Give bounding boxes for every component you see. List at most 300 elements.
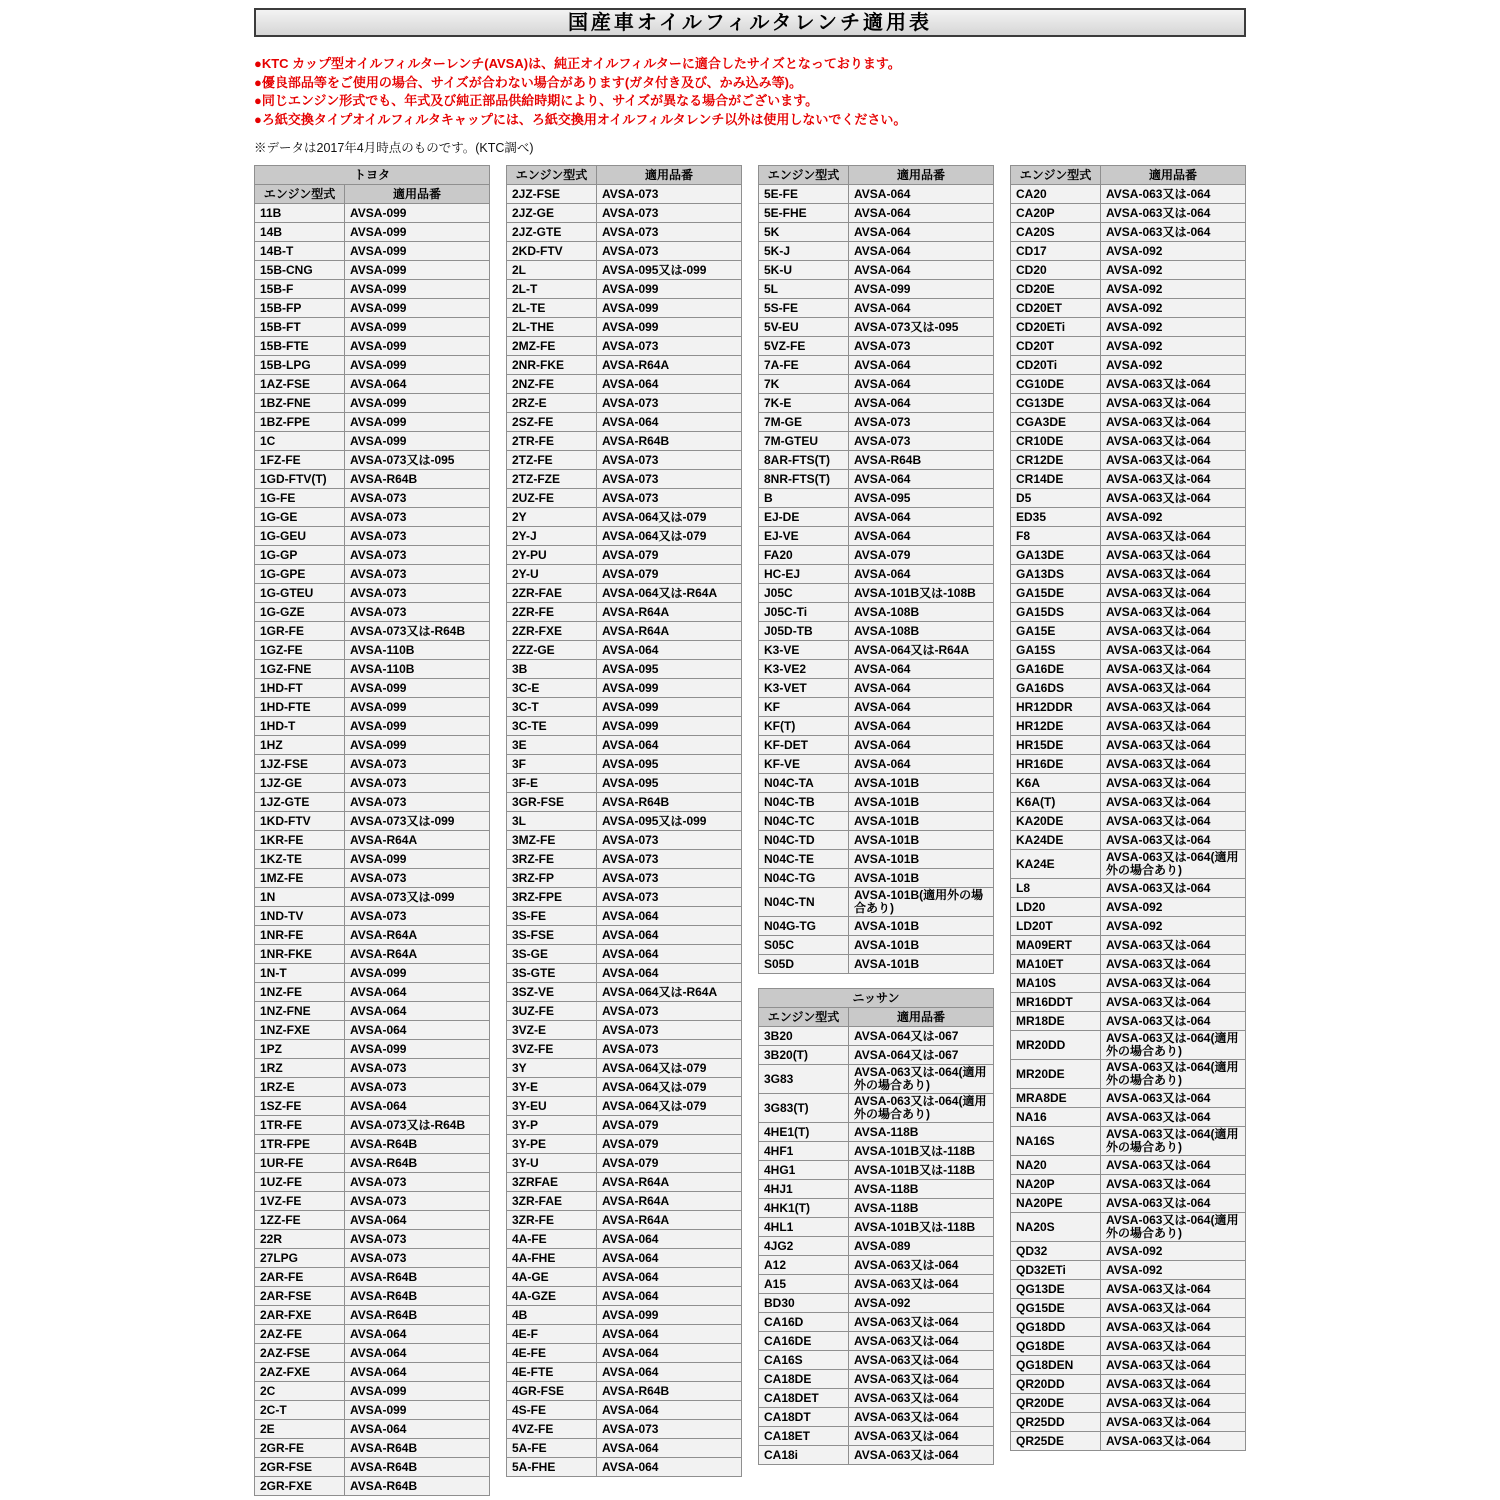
table-row [255,337,490,356]
part-number-cell: AVSA-099 [345,964,490,983]
part-number-cell: AVSA-R64B [345,1154,490,1173]
part-number-cell: AVSA-063又は-064 [1101,993,1246,1012]
engine-type-cell: 2ZZ-GE [507,641,597,660]
engine-type-cell: 1G-FE [255,489,345,508]
engine-type-cell: K3-VE2 [759,660,849,679]
part-number-cell: AVSA-099 [345,337,490,356]
part-number-cell: AVSA-064又は-067 [849,1027,994,1046]
engine-type-cell: 4VZ-FE [507,1420,597,1439]
part-number-cell: AVSA-101B又は-118B [849,1161,994,1180]
table-row [255,1344,490,1363]
engine-type-cell: 3Y-PE [507,1135,597,1154]
part-number-cell: AVSA-101B [849,774,994,793]
engine-type-cell: NA16 [1011,1108,1101,1127]
table-row [507,1078,742,1097]
engine-type-cell: 15B-FP [255,299,345,318]
part-number-cell: AVSA-063又は-064 [1101,1318,1246,1337]
engine-type-cell: 5K-U [759,261,849,280]
table-column-3 [758,165,994,1465]
part-number-cell: AVSA-073又は-095 [849,318,994,337]
engine-type-cell: CA20S [1011,223,1101,242]
engine-type-cell: CGA3DE [1011,413,1101,432]
engine-type-cell: 7M-GTEU [759,432,849,451]
table-row [255,565,490,584]
engine-type-cell: QR25DD [1011,1413,1101,1432]
table-row [507,1306,742,1325]
part-number-cell: AVSA-064 [345,1002,490,1021]
part-number-cell: AVSA-101B [849,850,994,869]
engine-type-cell: MR20DD [1011,1031,1101,1060]
part-number-cell: AVSA-073 [345,793,490,812]
engine-type-cell: 2L-T [507,280,597,299]
engine-type-cell: J05C [759,584,849,603]
engine-type-cell: 4E-F [507,1325,597,1344]
part-number-cell: AVSA-101B [849,869,994,888]
engine-type-cell: 1GZ-FE [255,641,345,660]
table-row [255,451,490,470]
part-number-cell: AVSA-R64B [345,1439,490,1458]
engine-type-cell: 1G-GEU [255,527,345,546]
part-number-cell: AVSA-073 [345,1059,490,1078]
engine-type-cell: QG18DEN [1011,1356,1101,1375]
engine-type-cell: 4S-FE [507,1401,597,1420]
table-column-1 [254,165,490,1496]
engine-type-cell: 3Y-U [507,1154,597,1173]
engine-type-cell: 1RZ-E [255,1078,345,1097]
part-number-cell: AVSA-092 [1101,318,1246,337]
part-number-cell: AVSA-092 [1101,917,1246,936]
part-number-cell: AVSA-099 [345,413,490,432]
table-row [255,793,490,812]
engine-type-cell: 1NR-FKE [255,945,345,964]
table-row [759,394,994,413]
table-row [1011,1394,1246,1413]
table-row [507,299,742,318]
table-row [507,508,742,527]
table-row [759,1389,994,1408]
part-number-cell: AVSA-R64A [597,356,742,375]
part-number-cell: AVSA-095又は-099 [597,261,742,280]
engine-type-cell: CD17 [1011,242,1101,261]
table-row [1011,1318,1246,1337]
engine-type-cell: GA15DS [1011,603,1101,622]
part-number-cell: AVSA-064 [849,660,994,679]
part-number-cell: AVSA-R64A [345,945,490,964]
table-row [255,1325,490,1344]
engine-type-cell: 2ZR-FE [507,603,597,622]
engine-type-cell: S05C [759,936,849,955]
table-row [507,1325,742,1344]
part-number-cell: AVSA-063又は-064 [849,1332,994,1351]
table-row [255,1439,490,1458]
part-number-cell: AVSA-101B [849,936,994,955]
engine-type-cell: 2JZ-GTE [507,223,597,242]
engine-type-cell: CA20P [1011,204,1101,223]
part-number-cell: AVSA-073 [345,1192,490,1211]
table-row [507,774,742,793]
part-number-cell: AVSA-R64B [849,451,994,470]
part-number-cell: AVSA-073 [345,755,490,774]
part-number-cell: AVSA-064 [597,1401,742,1420]
part-number-cell: AVSA-099 [345,299,490,318]
part-number-cell: AVSA-R64B [597,432,742,451]
table-row [759,527,994,546]
table-row [759,413,994,432]
engine-type-cell: 1G-GPE [255,565,345,584]
part-number-cell: AVSA-101B [849,793,994,812]
table-row [1011,299,1246,318]
part-number-cell: AVSA-064 [345,1420,490,1439]
table-row [759,869,994,888]
engine-type-cell: 2TR-FE [507,432,597,451]
table-row [507,1211,742,1230]
part-number-cell: AVSA-R64B [345,1306,490,1325]
engine-type-cell: K6A [1011,774,1101,793]
col-header-engine: エンジン型式 [507,166,597,185]
table-row [507,242,742,261]
engine-type-cell: 2AR-FE [255,1268,345,1287]
table-row [255,489,490,508]
part-number-cell: AVSA-101B [849,955,994,974]
part-number-cell: AVSA-064 [597,1268,742,1287]
engine-type-cell: 1JZ-GTE [255,793,345,812]
part-number-cell: AVSA-063又は-064 [1101,185,1246,204]
part-number-cell: AVSA-063又は-064 [1101,223,1246,242]
part-number-cell: AVSA-064 [597,1325,742,1344]
table-row [1011,1356,1246,1375]
engine-type-cell: K3-VET [759,679,849,698]
table-row [255,926,490,945]
engine-type-cell: CG13DE [1011,394,1101,413]
table-row [507,1230,742,1249]
table-row [255,394,490,413]
engine-type-cell: 5E-FHE [759,204,849,223]
part-number-cell: AVSA-064 [849,679,994,698]
engine-type-cell: GA16DS [1011,679,1101,698]
col-header-engine: エンジン型式 [759,166,849,185]
part-number-cell: AVSA-064 [849,470,994,489]
part-number-cell: AVSA-063又は-064 [849,1446,994,1465]
part-number-cell: AVSA-092 [1101,299,1246,318]
table-row [255,299,490,318]
part-number-cell: AVSA-064 [849,204,994,223]
part-number-cell: AVSA-063又は-064 [1101,489,1246,508]
engine-type-cell: 3B20 [759,1027,849,1046]
table-row [759,679,994,698]
table-row [255,1154,490,1173]
nissan-table-part2 [1010,165,1246,1451]
part-number-cell: AVSA-110B [345,641,490,660]
table-row [507,1040,742,1059]
part-number-cell: AVSA-073 [597,394,742,413]
page-title: 国産車オイルフィルタレンチ適用表 [254,8,1246,37]
part-number-cell: AVSA-R64A [597,1192,742,1211]
table-row [759,1094,994,1123]
table-row [1011,508,1246,527]
notices [254,55,1246,129]
part-number-cell: AVSA-064 [597,736,742,755]
engine-type-cell: 1UZ-FE [255,1173,345,1192]
table-row [759,1294,994,1313]
table-row [507,318,742,337]
engine-type-cell: 7K-E [759,394,849,413]
table-row [759,660,994,679]
engine-type-cell: HR12DE [1011,717,1101,736]
table-row [759,356,994,375]
table-row [759,1370,994,1389]
part-number-cell: AVSA-064 [597,926,742,945]
table-row [255,945,490,964]
engine-type-cell: 3G83(T) [759,1094,849,1123]
part-number-cell: AVSA-073又は-R64B [345,1116,490,1135]
part-number-cell: AVSA-064 [849,717,994,736]
engine-type-cell: EJ-DE [759,508,849,527]
table-row [507,1173,742,1192]
part-number-cell: AVSA-099 [345,1382,490,1401]
engine-type-cell: 5K [759,223,849,242]
table-row [255,755,490,774]
part-number-cell: AVSA-064又は-R64A [597,584,742,603]
part-number-cell: AVSA-073 [597,470,742,489]
table-row [255,1268,490,1287]
engine-type-cell: 2RZ-E [507,394,597,413]
table-row [507,831,742,850]
part-number-cell: AVSA-064又は-079 [597,1078,742,1097]
part-number-cell: AVSA-073 [849,337,994,356]
table-row [1011,1337,1246,1356]
table-row [255,1249,490,1268]
table-row [507,1268,742,1287]
engine-type-cell: NA20S [1011,1213,1101,1242]
part-number-cell: AVSA-073 [597,831,742,850]
data-note: ※データは2017年4月時点のものです。(KTC調べ) [254,141,534,155]
engine-type-cell: 2Y [507,508,597,527]
part-number-cell: AVSA-101B又は-118B [849,1142,994,1161]
table-row [1011,584,1246,603]
engine-type-cell: 3ZR-FAE [507,1192,597,1211]
table-row [507,1439,742,1458]
table-row [759,793,994,812]
engine-type-cell: N04C-TG [759,869,849,888]
table-row [255,546,490,565]
engine-type-cell: 2NZ-FE [507,375,597,394]
engine-type-cell: QG18DE [1011,1337,1101,1356]
engine-type-cell: NA20P [1011,1175,1101,1194]
part-number-cell: AVSA-099 [597,1306,742,1325]
part-number-cell: AVSA-099 [597,717,742,736]
table-row [507,641,742,660]
engine-type-cell: 2C [255,1382,345,1401]
table-row [1011,641,1246,660]
table-row [759,261,994,280]
engine-type-cell: GA16DE [1011,660,1101,679]
part-number-cell: AVSA-073 [345,489,490,508]
table-row [255,622,490,641]
table-row [759,774,994,793]
part-number-cell: AVSA-099 [345,1040,490,1059]
table-row [1011,679,1246,698]
engine-type-cell: 4HG1 [759,1161,849,1180]
table-row [255,869,490,888]
table-row [759,1427,994,1446]
engine-type-cell: KF-VE [759,755,849,774]
content [254,0,1246,1496]
table-row [759,1142,994,1161]
col-header-part: 適用品番 [1101,166,1246,185]
table-row [507,261,742,280]
table-row [255,1401,490,1420]
part-number-cell: AVSA-063又は-064(適用外の場合あり) [1101,1031,1246,1060]
table-row [1011,793,1246,812]
table-row [255,1363,490,1382]
engine-type-cell: 1NR-FE [255,926,345,945]
table-row [759,1351,994,1370]
engine-type-cell: CA16S [759,1351,849,1370]
table-row [759,936,994,955]
part-number-cell: AVSA-064 [597,1344,742,1363]
engine-type-cell: CD20 [1011,261,1101,280]
part-number-cell: AVSA-063又は-064 [1101,622,1246,641]
engine-type-cell: 1BZ-FNE [255,394,345,413]
part-number-cell: AVSA-064 [345,1097,490,1116]
table-row [507,489,742,508]
engine-type-cell: 15B-FT [255,318,345,337]
part-number-cell: AVSA-092 [1101,1261,1246,1280]
engine-type-cell: 2JZ-GE [507,204,597,223]
part-number-cell: AVSA-073 [597,1420,742,1439]
part-number-cell: AVSA-095 [597,660,742,679]
part-number-cell: AVSA-R64A [597,1173,742,1192]
engine-type-cell: 1SZ-FE [255,1097,345,1116]
table-row [1011,1127,1246,1156]
engine-type-cell: 4HL1 [759,1218,849,1237]
table-row [507,1021,742,1040]
table-row [255,1230,490,1249]
table-row [1011,1261,1246,1280]
table-row [255,242,490,261]
engine-type-cell: KF-DET [759,736,849,755]
part-number-cell: AVSA-063又は-064 [1101,1337,1246,1356]
engine-type-cell: 1KR-FE [255,831,345,850]
part-number-cell: AVSA-099 [849,280,994,299]
part-number-cell: AVSA-073又は-099 [345,812,490,831]
part-number-cell: AVSA-099 [345,280,490,299]
engine-type-cell: KF(T) [759,717,849,736]
engine-type-cell: 4GR-FSE [507,1382,597,1401]
table-row [255,1097,490,1116]
part-number-cell: AVSA-095 [597,774,742,793]
part-number-cell: AVSA-063又は-064(適用外の場合あり) [1101,1060,1246,1089]
engine-type-cell: N04G-TG [759,917,849,936]
table-row [759,1408,994,1427]
table-row [1011,1031,1246,1060]
engine-type-cell: N04C-TD [759,831,849,850]
part-number-cell: AVSA-063又は-064 [849,1256,994,1275]
table-row [255,1173,490,1192]
engine-type-cell: 4A-FHE [507,1249,597,1268]
engine-type-cell: CA16D [759,1313,849,1332]
engine-type-cell: 7M-GE [759,413,849,432]
nissan-table-part1 [758,988,994,1465]
engine-type-cell: MR20DE [1011,1060,1101,1089]
part-number-cell: AVSA-064 [597,1287,742,1306]
table-row [255,698,490,717]
table-row [507,185,742,204]
part-number-cell: AVSA-073 [597,489,742,508]
part-number-cell: AVSA-064 [597,1230,742,1249]
table-row [1011,1213,1246,1242]
part-number-cell: AVSA-099 [345,242,490,261]
table-row [255,375,490,394]
engine-type-cell: 1BZ-FPE [255,413,345,432]
part-number-cell: AVSA-064 [849,394,994,413]
table-row [507,1249,742,1268]
engine-type-cell: QD32 [1011,1242,1101,1261]
engine-type-cell: 3S-FE [507,907,597,926]
table-row [255,280,490,299]
engine-type-cell: 2Y-PU [507,546,597,565]
engine-type-cell: F8 [1011,527,1101,546]
table-row [759,736,994,755]
engine-type-cell: NA20PE [1011,1194,1101,1213]
engine-type-cell: A12 [759,1256,849,1275]
part-number-cell: AVSA-063又は-064 [1101,527,1246,546]
part-number-cell: AVSA-099 [597,280,742,299]
col-header-part: 適用品番 [849,166,994,185]
table-row [1011,812,1246,831]
table-row [507,1363,742,1382]
engine-type-cell: GA15DE [1011,584,1101,603]
notice-line: ●ろ紙交換タイプオイルフィルタキャップには、ろ紙交換用オイルフィルタレンチ以外は使用しないでください。 [254,111,907,127]
table-row [1011,736,1246,755]
notice-line: ●優良部品等をご使用の場合、サイズが合わない場合があります(ガタ付き及び、かみ込み等)。 [254,74,802,90]
part-number-cell: AVSA-R64B [345,1477,490,1496]
engine-type-cell: 1G-GE [255,508,345,527]
engine-type-cell: 14B-T [255,242,345,261]
part-number-cell: AVSA-101B(適用外の場合あり) [849,888,994,917]
engine-type-cell: 4JG2 [759,1237,849,1256]
part-number-cell: AVSA-099 [597,318,742,337]
engine-type-cell: 3Y [507,1059,597,1078]
table-row [255,774,490,793]
table-row [507,223,742,242]
engine-type-cell: KA20DE [1011,812,1101,831]
engine-type-cell: 1GR-FE [255,622,345,641]
table-row [759,603,994,622]
part-number-cell: AVSA-R64B [597,793,742,812]
engine-type-cell: 3S-FSE [507,926,597,945]
part-number-cell: AVSA-073 [597,869,742,888]
engine-type-cell: GA13DS [1011,565,1101,584]
col-header-part: 適用品番 [849,1008,994,1027]
part-number-cell: AVSA-101B [849,812,994,831]
table-row [507,394,742,413]
table-row [255,1078,490,1097]
part-number-cell: AVSA-063又は-064 [1101,774,1246,793]
table-row [1011,489,1246,508]
part-number-cell: AVSA-063又は-064 [1101,755,1246,774]
part-number-cell: AVSA-101B又は-108B [849,584,994,603]
table-row [759,546,994,565]
engine-type-cell: QR20DE [1011,1394,1101,1413]
table-row [1011,261,1246,280]
engine-type-cell: CR10DE [1011,432,1101,451]
part-number-cell: AVSA-073 [345,1249,490,1268]
engine-type-cell: 4HJ1 [759,1180,849,1199]
table-row [507,1401,742,1420]
engine-type-cell: 1JZ-FSE [255,755,345,774]
engine-type-cell: L8 [1011,879,1101,898]
